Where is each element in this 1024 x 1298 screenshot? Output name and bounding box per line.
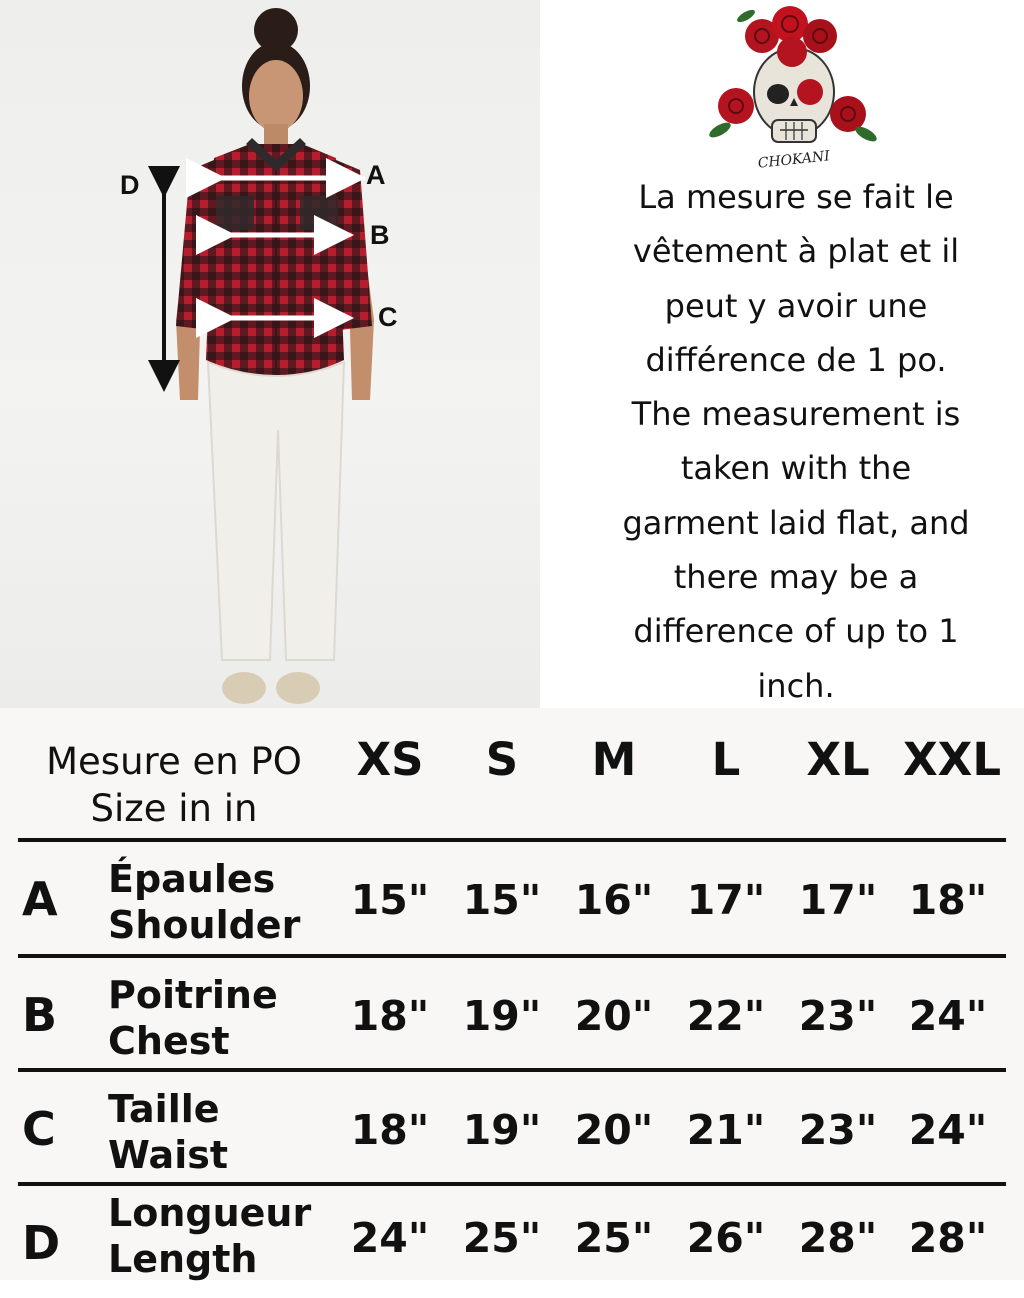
- model-photo: [0, 0, 540, 708]
- size-cell: 28": [798, 1214, 878, 1262]
- note-line: inch.: [757, 666, 835, 705]
- divider: [18, 838, 1006, 842]
- header-label-fr: Mesure en PO: [46, 740, 302, 783]
- note-line: vêtement à plat et il: [632, 232, 960, 271]
- row-label-fr: Taille: [108, 1087, 220, 1131]
- size-cell: 15": [350, 876, 430, 924]
- row-label-fr: Poitrine: [108, 973, 278, 1017]
- size-cell: 21": [686, 1106, 766, 1154]
- size-header-m: M: [591, 733, 637, 786]
- size-cell: 16": [574, 876, 654, 924]
- row-label: [108, 1086, 228, 1178]
- note-line: taken with the: [680, 449, 912, 488]
- row-label-en: Chest: [108, 1019, 230, 1063]
- size-header-l: L: [711, 733, 741, 786]
- size-cell: 26": [686, 1214, 766, 1262]
- divider: [18, 954, 1006, 958]
- note-line: différence de 1 po.: [645, 340, 947, 379]
- row-letter: D: [22, 1216, 61, 1270]
- brand-name-text: CHOKANI: [757, 148, 831, 172]
- size-header-s: S: [485, 733, 519, 786]
- skull-roses-logo-icon: [706, 2, 882, 174]
- size-cell: 19": [462, 992, 542, 1040]
- size-cell: 25": [574, 1214, 654, 1262]
- table-row-length: [0, 1188, 1024, 1298]
- size-cell: 18": [350, 1106, 430, 1154]
- size-cell: 18": [350, 992, 430, 1040]
- diagram-label-d: D: [120, 170, 140, 200]
- row-label-en: Waist: [108, 1133, 229, 1177]
- size-cell: 24": [908, 1106, 988, 1154]
- note-line: garment laid flat, and: [622, 503, 970, 542]
- size-cell: 23": [798, 992, 878, 1040]
- size-cell: 23": [798, 1106, 878, 1154]
- size-cell: 17": [686, 876, 766, 924]
- size-cell: 20": [574, 992, 654, 1040]
- diagram-label-c: C: [378, 302, 398, 332]
- size-header-xl: XL: [806, 733, 870, 786]
- note-line: The measurement is: [631, 395, 961, 434]
- table-header-label: [24, 738, 324, 832]
- brand-logo: [706, 2, 882, 174]
- note-line: difference of up to 1: [633, 612, 959, 651]
- row-label-en: Length: [108, 1237, 258, 1281]
- row-label-fr: Épaules: [108, 857, 276, 901]
- size-cell: 24": [908, 992, 988, 1040]
- note-line: there may be a: [673, 558, 919, 597]
- size-cell: 17": [798, 876, 878, 924]
- size-table: [0, 708, 1024, 1280]
- table-row-shoulder: [0, 844, 1024, 954]
- size-cell: 24": [350, 1214, 430, 1262]
- diagram-label-a: A: [366, 160, 386, 190]
- size-cell: 25": [462, 1214, 542, 1262]
- table-row-chest: [0, 960, 1024, 1070]
- model-illustration: [0, 0, 540, 708]
- row-label: [108, 856, 300, 948]
- row-letter: A: [22, 872, 58, 926]
- note-line: La mesure se fait le: [638, 178, 954, 216]
- row-label-en: Shoulder: [108, 903, 301, 947]
- diagram-label-b: B: [370, 220, 390, 250]
- row-label: [108, 1190, 311, 1282]
- size-cell: 19": [462, 1106, 542, 1154]
- size-cell: 22": [686, 992, 766, 1040]
- size-header-xs: XS: [356, 733, 424, 786]
- row-label-fr: Longueur: [108, 1191, 312, 1235]
- row-letter: C: [22, 1102, 56, 1156]
- header-label-en: Size in in: [90, 787, 258, 830]
- table-row-waist: [0, 1074, 1024, 1184]
- row-label: [108, 972, 278, 1064]
- size-cell: 18": [908, 876, 988, 924]
- row-letter: B: [22, 988, 58, 1042]
- measurement-note: [578, 170, 1014, 713]
- size-cell: 15": [462, 876, 542, 924]
- size-cell: 20": [574, 1106, 654, 1154]
- note-line: peut y avoir une: [664, 286, 928, 325]
- size-header-xxl: XXL: [902, 733, 1002, 786]
- size-cell: 28": [908, 1214, 988, 1262]
